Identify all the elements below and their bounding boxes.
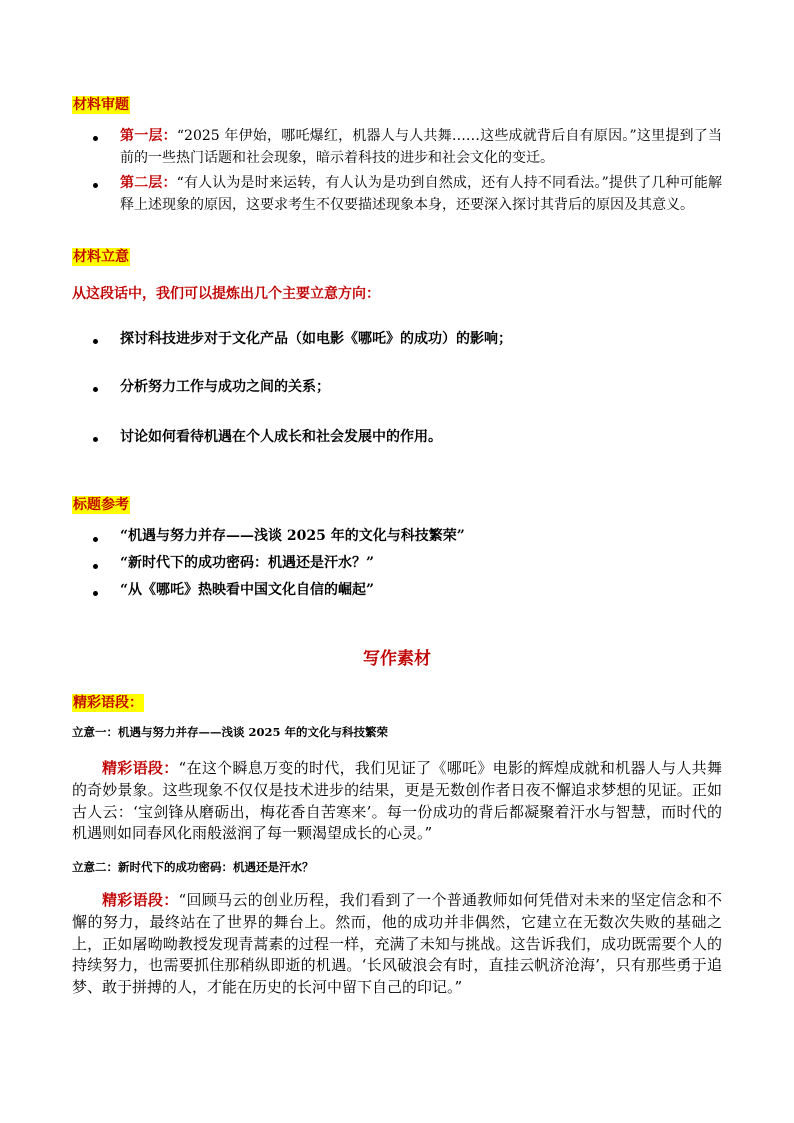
passage-label: 精彩语段： [102,759,179,777]
section-label-material-intent: 材料立意 [73,249,129,265]
bullet-dot [93,564,98,569]
layer-text: “有人认为是时来运转，有人认为是功到自然成，还有人持不同看法。”提供了几种可能解释上述现象的原因，这要求考生不仅要描述现象本身，还要深入探讨其背后的原因及其意义。 [120,175,723,213]
passage-label: 精彩语段： [102,891,179,909]
bullet-dot [93,437,98,442]
section-label-excellent-passage: 精彩语段： [73,695,143,711]
intent-intro: 从这段话中，我们可以提炼出几个主要立意方向： [72,286,380,302]
title-text: “机遇与努力并存——浅谈 2025 年的文化与科技繁荣” [120,528,465,544]
theme-one-heading: 立意一：机遇与努力并存——浅谈 2025 年的文化与科技繁荣 [72,725,389,739]
theme-two-heading: 立意二：新时代下的成功密码：机遇还是汗水？ [72,860,314,874]
writing-material-heading: 写作素材 [363,649,431,669]
bullet-dot [93,537,98,542]
bullet-dot [93,183,98,188]
bullet-dot [93,591,98,596]
bullet-dot [93,339,98,344]
bullet-dot [93,136,98,141]
title-text: “新时代下的成功密码：机遇还是汗水？” [120,555,375,571]
section-label-material-review: 材料审题 [73,97,129,113]
section-label-title-reference: 标题参考 [73,497,129,513]
passage-text: “在这个瞬息万变的时代，我们见证了《哪吒》电影的辉煌成就和机器人与人共舞的奇妙景象。这些现象不仅仅是技术进步的结果，更是无数创作者日夜不懈追求梦想的见证。正如古人云：‘宝剑锋从磨砺出，梅花香自苦寒来’。每一份成功的背后都凝聚着汗水与智慧，而时代的机遇则如同春风化雨般滋润了每一颗渴望成长的心灵。” [72,759,722,843]
passage-text: “回顾马云的创业历程，我们看到了一个普通教师如何凭借对未来的坚定信念和不懈的努力，最终站在了世界的舞台上。然而，他的成功并非偶然，它建立在无数次失败的基础之上，正如屠呦呦教授发现青蒿素的过程一样，充满了未知与挑战。这告诉我们，成功既需要个人的持续努力，也需要抓住那稍纵即逝的机遇。‘长风破浪会有时，直挂云帆济沧海’，只有那些勇于追梦、敢于拼搏的人，才能在历史的长河中留下自己的印记。” [72,891,722,997]
layer-label: 第二层： [120,175,177,191]
title-text: “从《哪吒》热映看中国文化自信的崛起” [120,582,375,598]
theme-two-paragraph [72,890,722,999]
intent-text: 探讨科技进步对于文化产品（如电影《哪吒》的成功）的影响； [120,331,512,347]
bullet-dot [93,387,98,392]
theme-one-paragraph [72,758,722,845]
layer-label: 第一层： [120,128,177,144]
layer-text: “2025 年伊始，哪吒爆红，机器人与人共舞……这些成就背后自有原因。”这里提到了当前的一些热门话题和社会现象，暗示着科技的进步和社会文化的变迁。 [120,128,722,166]
intent-text: 讨论如何看待机遇在个人成长和社会发展中的作用。 [120,429,442,445]
intent-text: 分析努力工作与成功之间的关系； [120,379,330,395]
